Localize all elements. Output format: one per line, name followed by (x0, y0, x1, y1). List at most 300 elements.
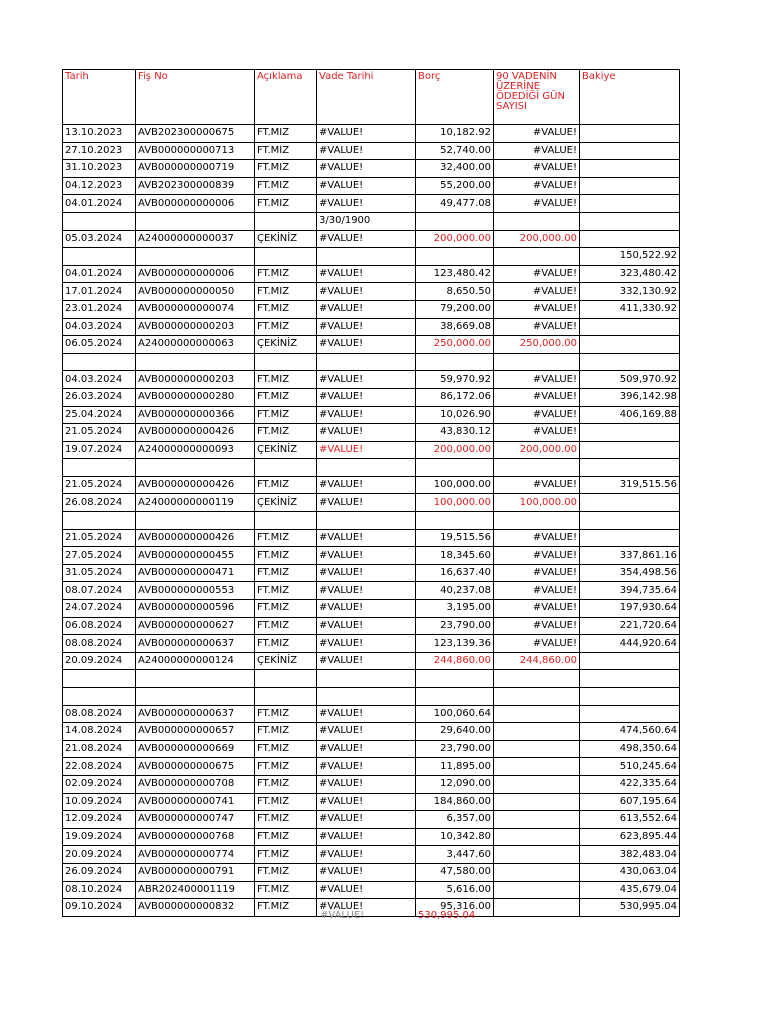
cell-bakiye[interactable] (580, 160, 680, 178)
cell-vade-tarihi[interactable] (317, 353, 416, 371)
cell-tarih[interactable]: 13.10.2023 (63, 125, 136, 143)
cell-gun-sayisi[interactable] (494, 512, 580, 530)
cell-tarih[interactable]: 26.08.2024 (63, 494, 136, 512)
cell-bakiye[interactable]: 623,895.44 (580, 828, 680, 846)
cell-gun-sayisi[interactable]: #VALUE! (494, 529, 580, 547)
cell-aciklama[interactable]: FT.MIZ (255, 635, 317, 653)
cell-vade-tarihi[interactable]: #VALUE! (317, 600, 416, 618)
cell-tarih[interactable]: 17.01.2024 (63, 283, 136, 301)
cell-gun-sayisi[interactable]: #VALUE! (494, 265, 580, 283)
cell-borc[interactable]: 59,970.92 (416, 371, 494, 389)
cell-gun-sayisi[interactable] (494, 758, 580, 776)
cell-tarih[interactable] (63, 212, 136, 230)
cell-aciklama[interactable]: FT.MIZ (255, 723, 317, 741)
cell-aciklama[interactable] (255, 248, 317, 266)
cell-tarih[interactable]: 02.09.2024 (63, 775, 136, 793)
cell-vade-tarihi[interactable]: #VALUE! (317, 547, 416, 565)
cell-fis-no[interactable] (136, 353, 255, 371)
header-gun-sayisi[interactable]: 90 VADENİN ÜZERİNE ÖDEDİĞİ GÜN SAYISI (494, 70, 580, 125)
cell-borc[interactable]: 11,895.00 (416, 758, 494, 776)
cell-bakiye[interactable]: 323,480.42 (580, 265, 680, 283)
cell-vade-tarihi[interactable] (317, 459, 416, 477)
cell-bakiye[interactable] (580, 688, 680, 706)
cell-fis-no[interactable]: AVB000000000791 (136, 863, 255, 881)
cell-bakiye[interactable]: 498,350.64 (580, 740, 680, 758)
cell-gun-sayisi[interactable]: #VALUE! (494, 582, 580, 600)
cell-borc[interactable]: 3,447.60 (416, 846, 494, 864)
cell-vade-tarihi[interactable] (317, 512, 416, 530)
cell-vade-tarihi[interactable]: #VALUE! (317, 828, 416, 846)
cell-bakiye[interactable]: 411,330.92 (580, 300, 680, 318)
cell-vade-tarihi[interactable]: #VALUE! (317, 529, 416, 547)
cell-fis-no[interactable]: A24000000000037 (136, 230, 255, 248)
cell-tarih[interactable]: 21.05.2024 (63, 424, 136, 442)
cell-fis-no[interactable]: A24000000000119 (136, 494, 255, 512)
cell-vade-tarihi[interactable]: #VALUE! (317, 705, 416, 723)
cell-fis-no[interactable]: AVB000000000366 (136, 406, 255, 424)
cell-tarih[interactable]: 08.10.2024 (63, 881, 136, 899)
cell-borc[interactable]: 6,357.00 (416, 811, 494, 829)
cell-gun-sayisi[interactable] (494, 881, 580, 899)
cell-bakiye[interactable]: 613,552.64 (580, 811, 680, 829)
cell-vade-tarihi[interactable]: #VALUE! (317, 318, 416, 336)
cell-borc[interactable] (416, 688, 494, 706)
cell-borc[interactable]: 200,000.00 (416, 441, 494, 459)
cell-vade-tarihi[interactable]: #VALUE! (317, 723, 416, 741)
cell-gun-sayisi[interactable]: #VALUE! (494, 617, 580, 635)
cell-bakiye[interactable] (580, 142, 680, 160)
cell-bakiye[interactable] (580, 494, 680, 512)
cell-fis-no[interactable]: A24000000000063 (136, 336, 255, 354)
cell-aciklama[interactable]: FT.MIZ (255, 424, 317, 442)
cell-fis-no[interactable]: AVB202300000839 (136, 177, 255, 195)
cell-bakiye[interactable] (580, 230, 680, 248)
cell-tarih[interactable]: 10.09.2024 (63, 793, 136, 811)
cell-borc[interactable]: 10,026.90 (416, 406, 494, 424)
cell-bakiye[interactable]: 332,130.92 (580, 283, 680, 301)
cell-gun-sayisi[interactable] (494, 723, 580, 741)
cell-aciklama[interactable] (255, 670, 317, 688)
cell-gun-sayisi[interactable]: #VALUE! (494, 371, 580, 389)
cell-bakiye[interactable] (580, 353, 680, 371)
cell-aciklama[interactable]: FT.MIZ (255, 740, 317, 758)
cell-bakiye[interactable] (580, 652, 680, 670)
cell-borc[interactable]: 244,860.00 (416, 652, 494, 670)
cell-aciklama[interactable]: ÇEKİNİZ (255, 230, 317, 248)
cell-bakiye[interactable] (580, 336, 680, 354)
cell-fis-no[interactable]: AVB000000000006 (136, 195, 255, 213)
cell-fis-no[interactable] (136, 512, 255, 530)
cell-borc[interactable]: 52,740.00 (416, 142, 494, 160)
cell-fis-no[interactable]: AVB000000000669 (136, 740, 255, 758)
cell-aciklama[interactable]: FT.MIZ (255, 828, 317, 846)
cell-aciklama[interactable]: ÇEKİNİZ (255, 441, 317, 459)
cell-gun-sayisi[interactable]: #VALUE! (494, 406, 580, 424)
cell-bakiye[interactable]: 150,522.92 (580, 248, 680, 266)
cell-borc[interactable]: 55,200.00 (416, 177, 494, 195)
cell-borc[interactable]: 184,860.00 (416, 793, 494, 811)
cell-aciklama[interactable]: FT.MIZ (255, 476, 317, 494)
cell-borc[interactable]: 23,790.00 (416, 617, 494, 635)
cell-vade-tarihi[interactable] (317, 248, 416, 266)
cell-bakiye[interactable]: 510,245.64 (580, 758, 680, 776)
cell-fis-no[interactable] (136, 670, 255, 688)
cell-gun-sayisi[interactable] (494, 740, 580, 758)
cell-vade-tarihi[interactable]: #VALUE! (317, 494, 416, 512)
cell-bakiye[interactable]: 197,930.64 (580, 600, 680, 618)
cell-fis-no[interactable]: AVB000000000741 (136, 793, 255, 811)
cell-borc[interactable]: 95,316.00 (416, 899, 494, 917)
cell-borc[interactable]: 38,669.08 (416, 318, 494, 336)
cell-gun-sayisi[interactable]: #VALUE! (494, 635, 580, 653)
cell-gun-sayisi[interactable] (494, 793, 580, 811)
cell-vade-tarihi[interactable]: #VALUE! (317, 195, 416, 213)
cell-bakiye[interactable]: 406,169.88 (580, 406, 680, 424)
cell-fis-no[interactable] (136, 248, 255, 266)
cell-fis-no[interactable]: AVB000000000774 (136, 846, 255, 864)
cell-tarih[interactable]: 27.05.2024 (63, 547, 136, 565)
header-vade-tarihi[interactable]: Vade Tarihi (317, 70, 416, 125)
cell-tarih[interactable]: 08.07.2024 (63, 582, 136, 600)
cell-borc[interactable]: 100,000.00 (416, 476, 494, 494)
cell-bakiye[interactable] (580, 441, 680, 459)
cell-tarih[interactable]: 06.05.2024 (63, 336, 136, 354)
cell-bakiye[interactable] (580, 177, 680, 195)
cell-gun-sayisi[interactable] (494, 705, 580, 723)
cell-fis-no[interactable]: AVB000000000747 (136, 811, 255, 829)
cell-borc[interactable]: 3,195.00 (416, 600, 494, 618)
cell-tarih[interactable]: 23.01.2024 (63, 300, 136, 318)
cell-tarih[interactable]: 20.09.2024 (63, 846, 136, 864)
cell-gun-sayisi[interactable]: #VALUE! (494, 160, 580, 178)
cell-tarih[interactable] (63, 688, 136, 706)
cell-borc[interactable]: 12,090.00 (416, 775, 494, 793)
cell-gun-sayisi[interactable]: #VALUE! (494, 476, 580, 494)
cell-tarih[interactable]: 26.03.2024 (63, 388, 136, 406)
cell-borc[interactable]: 200,000.00 (416, 230, 494, 248)
cell-borc[interactable]: 19,515.56 (416, 529, 494, 547)
cell-gun-sayisi[interactable]: #VALUE! (494, 283, 580, 301)
cell-vade-tarihi[interactable] (317, 688, 416, 706)
cell-aciklama[interactable]: FT.MIZ (255, 283, 317, 301)
cell-tarih[interactable]: 05.03.2024 (63, 230, 136, 248)
cell-fis-no[interactable]: AVB000000000426 (136, 476, 255, 494)
cell-tarih[interactable]: 04.12.2023 (63, 177, 136, 195)
cell-fis-no[interactable]: AVB000000000553 (136, 582, 255, 600)
cell-aciklama[interactable]: FT.MIZ (255, 811, 317, 829)
cell-aciklama[interactable]: FT.MIZ (255, 265, 317, 283)
cell-fis-no[interactable]: A24000000000093 (136, 441, 255, 459)
cell-tarih[interactable]: 04.01.2024 (63, 265, 136, 283)
cell-aciklama[interactable]: ÇEKİNİZ (255, 494, 317, 512)
cell-fis-no[interactable]: AVB000000000657 (136, 723, 255, 741)
cell-tarih[interactable]: 06.08.2024 (63, 617, 136, 635)
cell-vade-tarihi[interactable]: #VALUE! (317, 371, 416, 389)
cell-vade-tarihi[interactable]: #VALUE! (317, 336, 416, 354)
cell-fis-no[interactable]: AVB000000000203 (136, 371, 255, 389)
cell-aciklama[interactable]: FT.MIZ (255, 881, 317, 899)
cell-aciklama[interactable]: FT.MIZ (255, 846, 317, 864)
cell-tarih[interactable]: 20.09.2024 (63, 652, 136, 670)
cell-vade-tarihi[interactable]: #VALUE! (317, 441, 416, 459)
cell-vade-tarihi[interactable]: #VALUE! (317, 177, 416, 195)
cell-bakiye[interactable] (580, 459, 680, 477)
cell-gun-sayisi[interactable] (494, 670, 580, 688)
cell-aciklama[interactable]: FT.MIZ (255, 564, 317, 582)
cell-tarih[interactable]: 26.09.2024 (63, 863, 136, 881)
cell-aciklama[interactable]: FT.MIZ (255, 793, 317, 811)
cell-vade-tarihi[interactable]: #VALUE! (317, 793, 416, 811)
cell-bakiye[interactable]: 382,483.04 (580, 846, 680, 864)
header-aciklama[interactable]: Açıklama (255, 70, 317, 125)
cell-gun-sayisi[interactable]: #VALUE! (494, 547, 580, 565)
cell-fis-no[interactable]: AVB000000000455 (136, 547, 255, 565)
cell-aciklama[interactable]: FT.MIZ (255, 758, 317, 776)
cell-vade-tarihi[interactable]: #VALUE! (317, 863, 416, 881)
cell-vade-tarihi[interactable]: #VALUE! (317, 617, 416, 635)
cell-vade-tarihi[interactable]: #VALUE! (317, 846, 416, 864)
cell-aciklama[interactable]: ÇEKİNİZ (255, 336, 317, 354)
cell-borc[interactable]: 250,000.00 (416, 336, 494, 354)
cell-borc[interactable]: 79,200.00 (416, 300, 494, 318)
cell-tarih[interactable] (63, 353, 136, 371)
cell-aciklama[interactable] (255, 688, 317, 706)
cell-vade-tarihi[interactable]: #VALUE! (317, 160, 416, 178)
cell-fis-no[interactable]: AVB000000000280 (136, 388, 255, 406)
cell-gun-sayisi[interactable]: #VALUE! (494, 424, 580, 442)
cell-aciklama[interactable]: FT.MIZ (255, 195, 317, 213)
cell-gun-sayisi[interactable]: 200,000.00 (494, 441, 580, 459)
cell-tarih[interactable]: 27.10.2023 (63, 142, 136, 160)
cell-aciklama[interactable]: FT.MIZ (255, 177, 317, 195)
cell-borc[interactable]: 123,480.42 (416, 265, 494, 283)
cell-tarih[interactable] (63, 512, 136, 530)
cell-vade-tarihi[interactable]: #VALUE! (317, 881, 416, 899)
cell-aciklama[interactable]: FT.MIZ (255, 318, 317, 336)
cell-gun-sayisi[interactable]: 100,000.00 (494, 494, 580, 512)
cell-gun-sayisi[interactable]: #VALUE! (494, 388, 580, 406)
cell-gun-sayisi[interactable]: #VALUE! (494, 142, 580, 160)
cell-tarih[interactable] (63, 670, 136, 688)
cell-fis-no[interactable]: AVB000000000713 (136, 142, 255, 160)
cell-bakiye[interactable]: 444,920.64 (580, 635, 680, 653)
cell-vade-tarihi[interactable]: #VALUE! (317, 582, 416, 600)
cell-tarih[interactable]: 08.08.2024 (63, 705, 136, 723)
header-tarih[interactable]: Tarih (63, 70, 136, 125)
cell-tarih[interactable]: 09.10.2024 (63, 899, 136, 917)
cell-aciklama[interactable]: FT.MIZ (255, 300, 317, 318)
cell-vade-tarihi[interactable]: #VALUE! (317, 476, 416, 494)
cell-bakiye[interactable]: 319,515.56 (580, 476, 680, 494)
cell-tarih[interactable]: 08.08.2024 (63, 635, 136, 653)
cell-bakiye[interactable] (580, 212, 680, 230)
cell-aciklama[interactable] (255, 459, 317, 477)
cell-borc[interactable]: 23,790.00 (416, 740, 494, 758)
cell-bakiye[interactable]: 530,995.04 (580, 899, 680, 917)
cell-tarih[interactable]: 19.07.2024 (63, 441, 136, 459)
cell-gun-sayisi[interactable]: #VALUE! (494, 195, 580, 213)
cell-tarih[interactable]: 19.09.2024 (63, 828, 136, 846)
cell-borc[interactable] (416, 670, 494, 688)
cell-tarih[interactable]: 21.05.2024 (63, 529, 136, 547)
cell-gun-sayisi[interactable] (494, 828, 580, 846)
cell-bakiye[interactable]: 422,335.64 (580, 775, 680, 793)
cell-aciklama[interactable]: FT.MIZ (255, 125, 317, 143)
cell-fis-no[interactable]: ABR202400001119 (136, 881, 255, 899)
cell-aciklama[interactable]: FT.MIZ (255, 863, 317, 881)
cell-borc[interactable]: 123,139.36 (416, 635, 494, 653)
cell-borc[interactable] (416, 512, 494, 530)
cell-gun-sayisi[interactable]: 250,000.00 (494, 336, 580, 354)
cell-fis-no[interactable]: AVB000000000426 (136, 529, 255, 547)
cell-fis-no[interactable] (136, 459, 255, 477)
cell-fis-no[interactable]: AVB202300000675 (136, 125, 255, 143)
cell-gun-sayisi[interactable]: #VALUE! (494, 300, 580, 318)
cell-gun-sayisi[interactable]: #VALUE! (494, 125, 580, 143)
cell-gun-sayisi[interactable] (494, 775, 580, 793)
cell-borc[interactable]: 16,637.40 (416, 564, 494, 582)
cell-borc[interactable]: 10,342.80 (416, 828, 494, 846)
cell-tarih[interactable]: 24.07.2024 (63, 600, 136, 618)
cell-bakiye[interactable] (580, 195, 680, 213)
cell-aciklama[interactable]: FT.MIZ (255, 388, 317, 406)
cell-aciklama[interactable]: FT.MIZ (255, 600, 317, 618)
cell-fis-no[interactable]: AVB000000000050 (136, 283, 255, 301)
cell-borc[interactable]: 86,172.06 (416, 388, 494, 406)
cell-bakiye[interactable]: 394,735.64 (580, 582, 680, 600)
cell-bakiye[interactable]: 396,142.98 (580, 388, 680, 406)
cell-tarih[interactable]: 31.10.2023 (63, 160, 136, 178)
cell-vade-tarihi[interactable]: #VALUE! (317, 406, 416, 424)
cell-aciklama[interactable]: FT.MIZ (255, 617, 317, 635)
cell-bakiye[interactable]: 474,560.64 (580, 723, 680, 741)
cell-aciklama[interactable]: FT.MIZ (255, 142, 317, 160)
cell-borc[interactable]: 40,237.08 (416, 582, 494, 600)
cell-tarih[interactable]: 04.03.2024 (63, 371, 136, 389)
cell-bakiye[interactable] (580, 424, 680, 442)
cell-bakiye[interactable] (580, 529, 680, 547)
cell-borc[interactable]: 5,616.00 (416, 881, 494, 899)
cell-gun-sayisi[interactable] (494, 459, 580, 477)
cell-fis-no[interactable]: AVB000000000471 (136, 564, 255, 582)
cell-gun-sayisi[interactable]: 244,860.00 (494, 652, 580, 670)
cell-fis-no[interactable]: AVB000000000637 (136, 705, 255, 723)
cell-borc[interactable]: 47,580.00 (416, 863, 494, 881)
cell-fis-no[interactable]: AVB000000000719 (136, 160, 255, 178)
cell-fis-no[interactable]: AVB000000000768 (136, 828, 255, 846)
cell-tarih[interactable]: 21.05.2024 (63, 476, 136, 494)
cell-vade-tarihi[interactable]: #VALUE! (317, 740, 416, 758)
header-bakiye[interactable]: Bakiye (580, 70, 680, 125)
cell-bakiye[interactable]: 221,720.64 (580, 617, 680, 635)
cell-tarih[interactable] (63, 248, 136, 266)
cell-aciklama[interactable]: FT.MIZ (255, 406, 317, 424)
cell-bakiye[interactable] (580, 705, 680, 723)
cell-fis-no[interactable]: AVB000000000675 (136, 758, 255, 776)
cell-borc[interactable] (416, 353, 494, 371)
cell-vade-tarihi[interactable]: #VALUE! (317, 635, 416, 653)
cell-vade-tarihi[interactable]: #VALUE! (317, 230, 416, 248)
cell-tarih[interactable]: 31.05.2024 (63, 564, 136, 582)
cell-gun-sayisi[interactable]: #VALUE! (494, 177, 580, 195)
cell-fis-no[interactable]: A24000000000124 (136, 652, 255, 670)
cell-aciklama[interactable]: FT.MIZ (255, 160, 317, 178)
cell-aciklama[interactable]: FT.MIZ (255, 371, 317, 389)
cell-tarih[interactable]: 12.09.2024 (63, 811, 136, 829)
cell-aciklama[interactable]: FT.MIZ (255, 547, 317, 565)
cell-bakiye[interactable]: 435,679.04 (580, 881, 680, 899)
header-fis-no[interactable]: Fiş No (136, 70, 255, 125)
cell-gun-sayisi[interactable] (494, 846, 580, 864)
cell-gun-sayisi[interactable]: #VALUE! (494, 600, 580, 618)
cell-bakiye[interactable] (580, 512, 680, 530)
cell-fis-no[interactable]: AVB000000000627 (136, 617, 255, 635)
cell-bakiye[interactable]: 354,498.56 (580, 564, 680, 582)
cell-bakiye[interactable] (580, 318, 680, 336)
cell-vade-tarihi[interactable]: #VALUE! (317, 283, 416, 301)
cell-vade-tarihi[interactable]: #VALUE! (317, 142, 416, 160)
cell-bakiye[interactable] (580, 125, 680, 143)
cell-fis-no[interactable]: AVB000000000708 (136, 775, 255, 793)
cell-borc[interactable]: 10,182.92 (416, 125, 494, 143)
cell-borc[interactable] (416, 459, 494, 477)
cell-tarih[interactable]: 04.01.2024 (63, 195, 136, 213)
cell-fis-no[interactable]: AVB000000000596 (136, 600, 255, 618)
cell-gun-sayisi[interactable] (494, 688, 580, 706)
cell-bakiye[interactable]: 607,195.64 (580, 793, 680, 811)
cell-gun-sayisi[interactable]: #VALUE! (494, 564, 580, 582)
cell-vade-tarihi[interactable] (317, 670, 416, 688)
cell-borc[interactable]: 29,640.00 (416, 723, 494, 741)
cell-tarih[interactable]: 25.04.2024 (63, 406, 136, 424)
cell-borc[interactable]: 43,830.12 (416, 424, 494, 442)
cell-aciklama[interactable] (255, 512, 317, 530)
cell-gun-sayisi[interactable] (494, 353, 580, 371)
cell-gun-sayisi[interactable]: #VALUE! (494, 318, 580, 336)
header-borc[interactable]: Borç (416, 70, 494, 125)
cell-tarih[interactable]: 04.03.2024 (63, 318, 136, 336)
cell-vade-tarihi[interactable]: #VALUE! (317, 265, 416, 283)
cell-vade-tarihi[interactable]: #VALUE! (317, 125, 416, 143)
cell-fis-no[interactable]: AVB000000000637 (136, 635, 255, 653)
cell-aciklama[interactable]: FT.MIZ (255, 899, 317, 917)
cell-fis-no[interactable] (136, 688, 255, 706)
cell-borc[interactable] (416, 212, 494, 230)
cell-vade-tarihi[interactable]: #VALUE! (317, 300, 416, 318)
cell-gun-sayisi[interactable] (494, 863, 580, 881)
cell-bakiye[interactable]: 509,970.92 (580, 371, 680, 389)
cell-aciklama[interactable]: FT.MIZ (255, 582, 317, 600)
cell-aciklama[interactable]: FT.MIZ (255, 529, 317, 547)
cell-fis-no[interactable]: AVB000000000426 (136, 424, 255, 442)
cell-vade-tarihi[interactable]: #VALUE! (317, 775, 416, 793)
cell-aciklama[interactable] (255, 353, 317, 371)
cell-fis-no[interactable]: AVB000000000832 (136, 899, 255, 917)
cell-borc[interactable]: 49,477.08 (416, 195, 494, 213)
cell-fis-no[interactable]: AVB000000000074 (136, 300, 255, 318)
cell-tarih[interactable]: 22.08.2024 (63, 758, 136, 776)
cell-vade-tarihi[interactable]: #VALUE! (317, 388, 416, 406)
cell-vade-tarihi[interactable]: #VALUE! (317, 564, 416, 582)
cell-gun-sayisi[interactable] (494, 248, 580, 266)
cell-tarih[interactable]: 14.08.2024 (63, 723, 136, 741)
cell-gun-sayisi[interactable] (494, 212, 580, 230)
cell-fis-no[interactable]: AVB000000000006 (136, 265, 255, 283)
cell-gun-sayisi[interactable]: 200,000.00 (494, 230, 580, 248)
cell-vade-tarihi[interactable]: #VALUE! (317, 811, 416, 829)
cell-bakiye[interactable]: 430,063.04 (580, 863, 680, 881)
cell-vade-tarihi[interactable]: #VALUE! (317, 424, 416, 442)
